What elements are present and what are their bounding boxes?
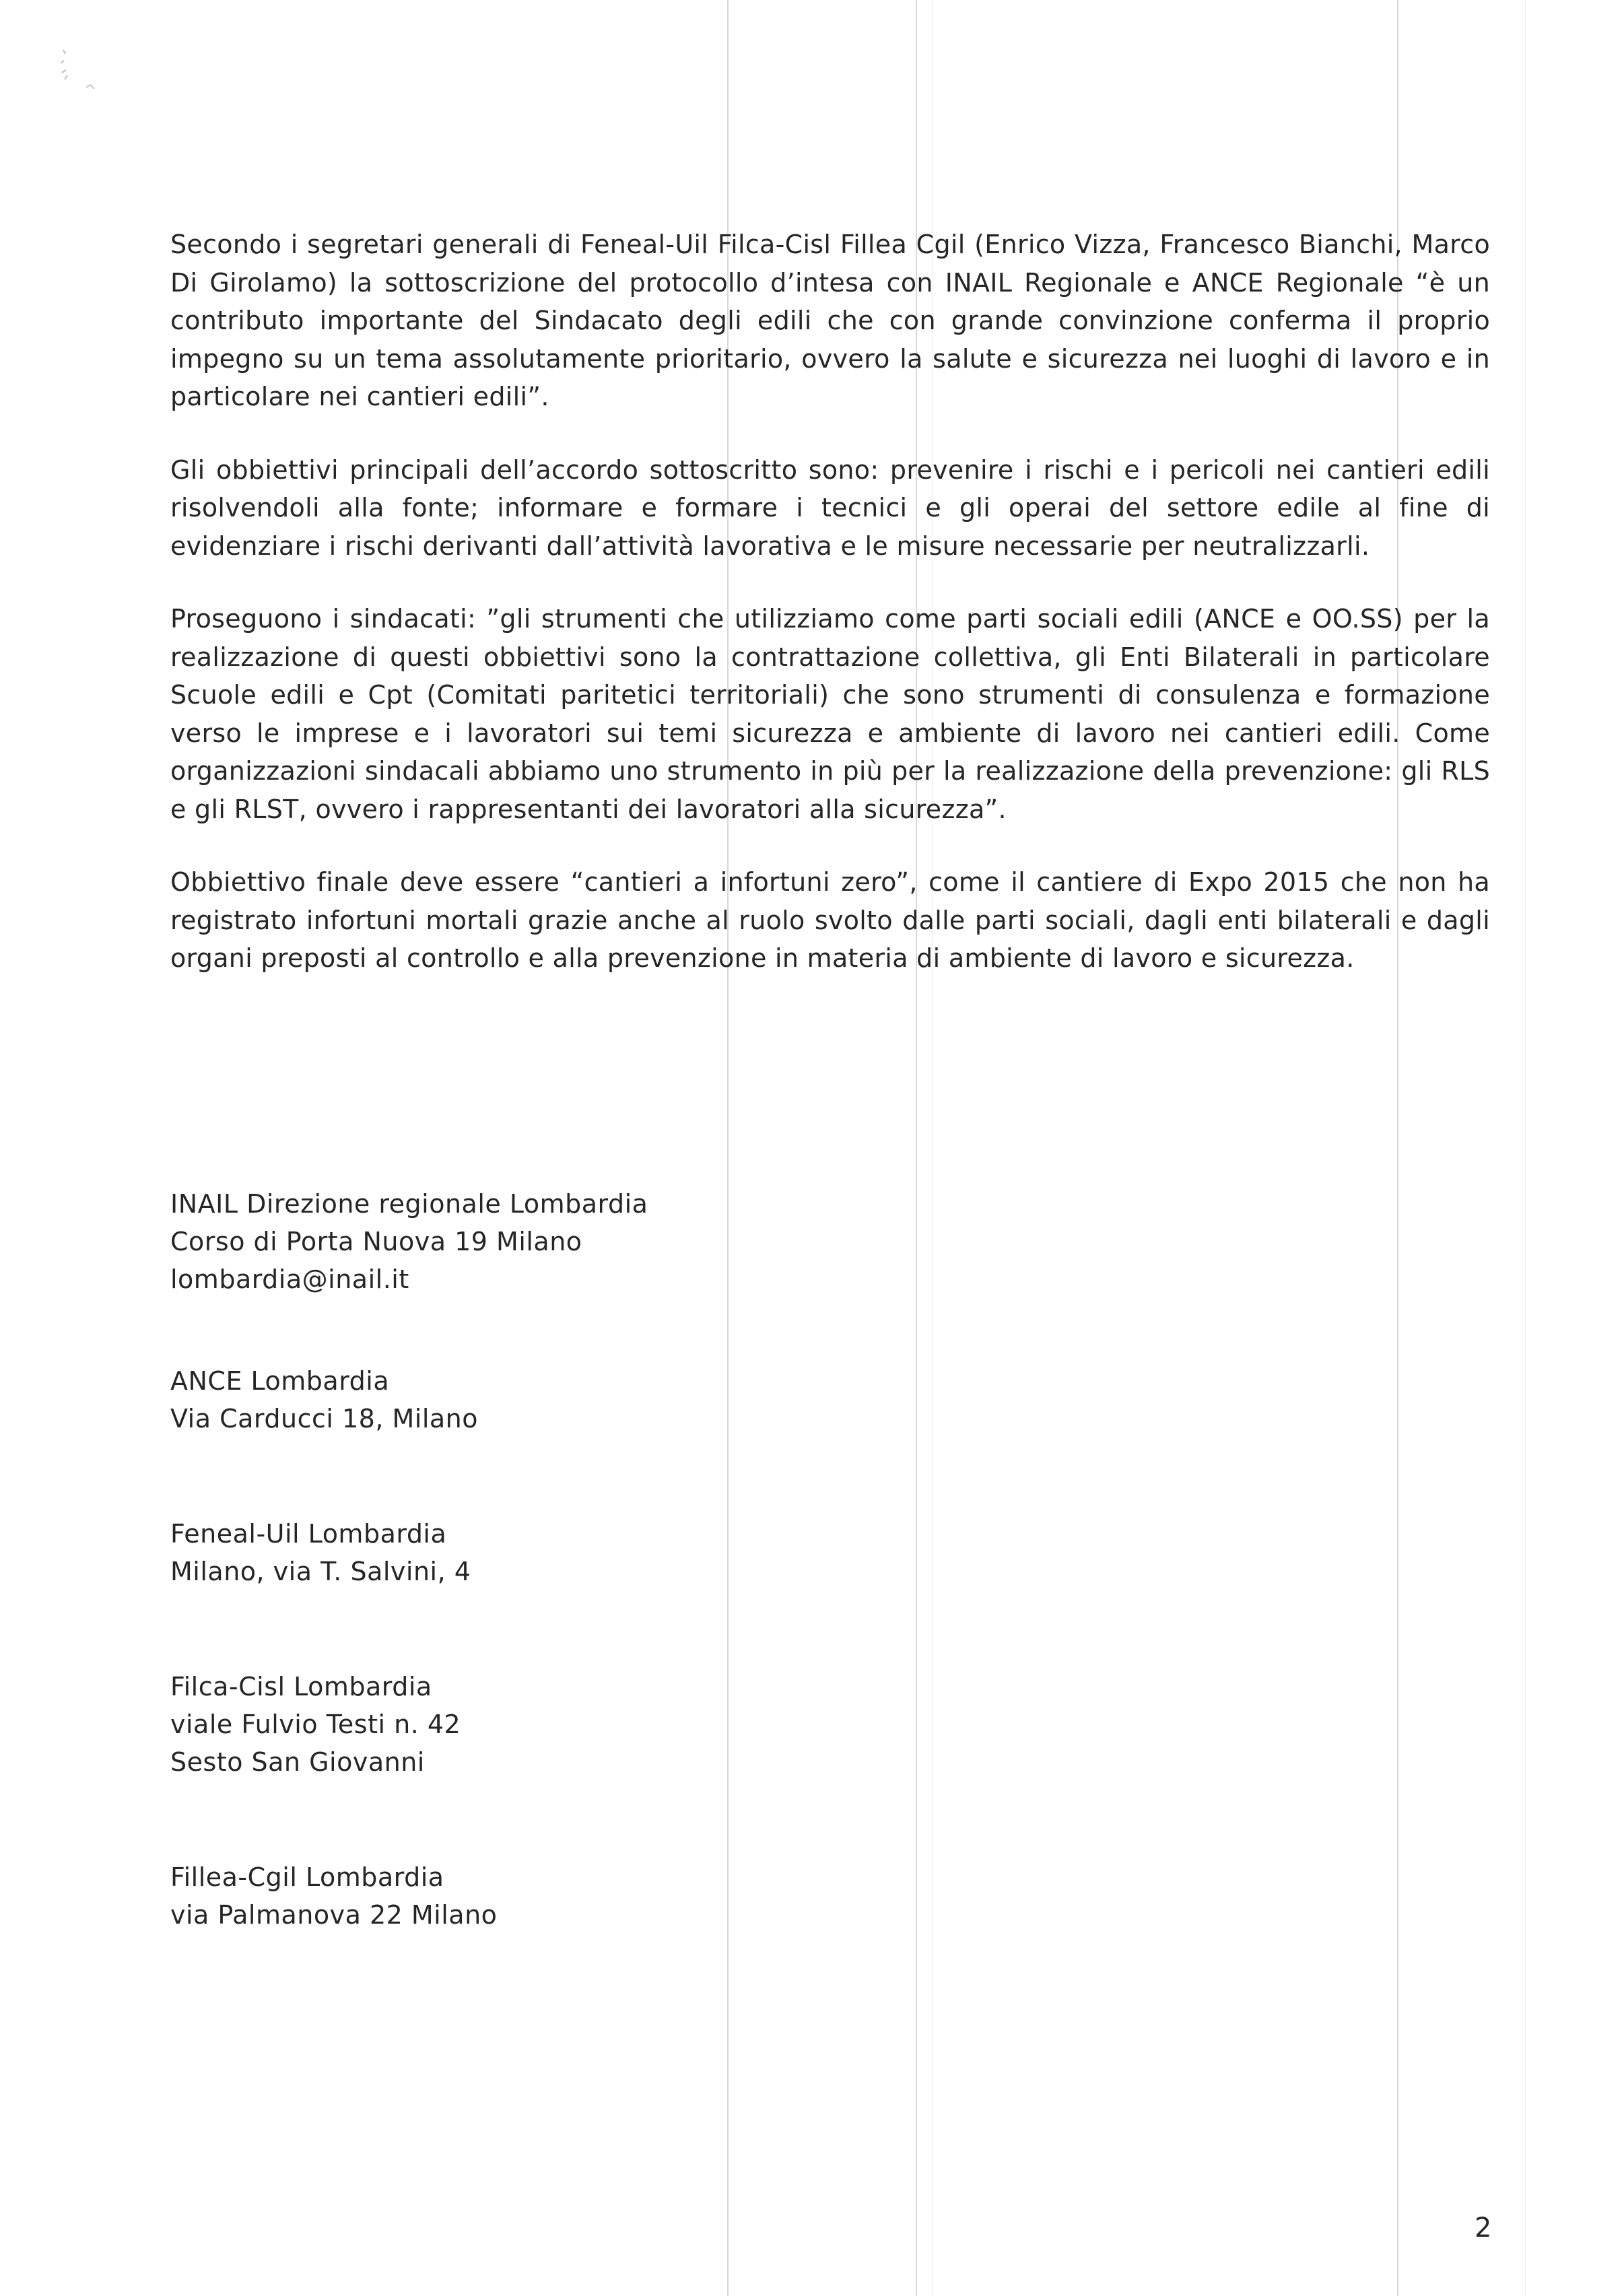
address-line: ANCE Lombardia: [170, 1366, 390, 1396]
document-body: [170, 226, 1490, 1013]
paragraph-objectives: Gli obbiettivi principali dell’accordo sottoscritto sono: prevenire i rischi e i pericoli nei cantieri edili risolvendoli alla fonte; informare e formare i tecnici e gli operai del settore edile al fine di evidenziare i rischi derivanti dall’attività lavorativa e le misure necessarie per neutralizzarli.: [170, 454, 1490, 561]
address-line: INAIL Direzione regionale Lombardia: [170, 1189, 648, 1219]
address-inail: [170, 1185, 978, 1298]
address-ance: [170, 1362, 978, 1438]
address-line: Sesto San Giovanni: [170, 1747, 425, 1777]
address-line: viale Fulvio Testi n. 42: [170, 1710, 461, 1739]
address-feneal: [170, 1515, 978, 1590]
address-line: Fillea-Cgil Lombardia: [170, 1862, 444, 1892]
address-filca: [170, 1668, 978, 1781]
scan-line: [1525, 0, 1526, 2296]
email-link[interactable]: lombardia@inail.it: [170, 1264, 409, 1294]
address-line: Corso di Porta Nuova 19 Milano: [170, 1227, 582, 1256]
paragraph-final-goal: Obbiettivo finale deve essere “cantieri a infortuni zero”, come il cantiere di Expo 2015 che non ha registrato infortuni mortali grazie anche al ruolo svolto dalle parti sociali, dagli enti bilaterali e dagli organi preposti al controllo e alla prevenzione in materia di ambiente di lavoro e sicurezza.: [170, 867, 1490, 973]
scan-specks: [47, 40, 121, 101]
paragraph-secretaries: Secondo i segretari generali di Feneal-Uil Filca-Cisl Fillea Cgil (Enrico Vizza, Francesco Bianchi, Marco Di Girolamo) la sottoscrizione del protocollo d’intesa con INAIL Regionale e ANCE Regionale “è un contributo importante del Sindacato degli edili che con grande convinzione conferma il proprio impegno su un tema assolutamente prioritario, ovvero la salute e sicurezza nei luoghi di lavoro e in particolare nei cantieri edili”.: [170, 230, 1490, 411]
address-line: Filca-Cisl Lombardia: [170, 1672, 432, 1701]
address-line: Feneal-Uil Lombardia: [170, 1519, 447, 1549]
address-line: Via Carducci 18, Milano: [170, 1404, 479, 1433]
paragraph-instruments: Proseguono i sindacati: ”gli strumenti che utilizziamo come parti sociali edili (ANCE e OO.SS) per la realizzazione di questi obbiettivi sono la contrattazione collettiva, gli Enti Bilaterali in particolare Scuole edili e Cpt (Comitati paritetici territoriali) che sono strumenti di consulenza e formazione verso le imprese e i lavoratori sui temi sicurezza e ambiente di lavoro nei cantieri edili. Come organizzazioni sindacali abbiamo uno strumento in più per la realizzazione della prevenzione: gli RLS e gli RLST, ovvero i rappresentanti dei lavoratori alla sicurezza”.: [170, 604, 1490, 824]
address-line: via Palmanova 22 Milano: [170, 1900, 498, 1930]
address-list: [170, 1185, 978, 1934]
address-fillea: [170, 1858, 978, 1934]
page-number: 2: [1475, 2213, 1492, 2243]
address-line: Milano, via T. Salvini, 4: [170, 1557, 471, 1586]
